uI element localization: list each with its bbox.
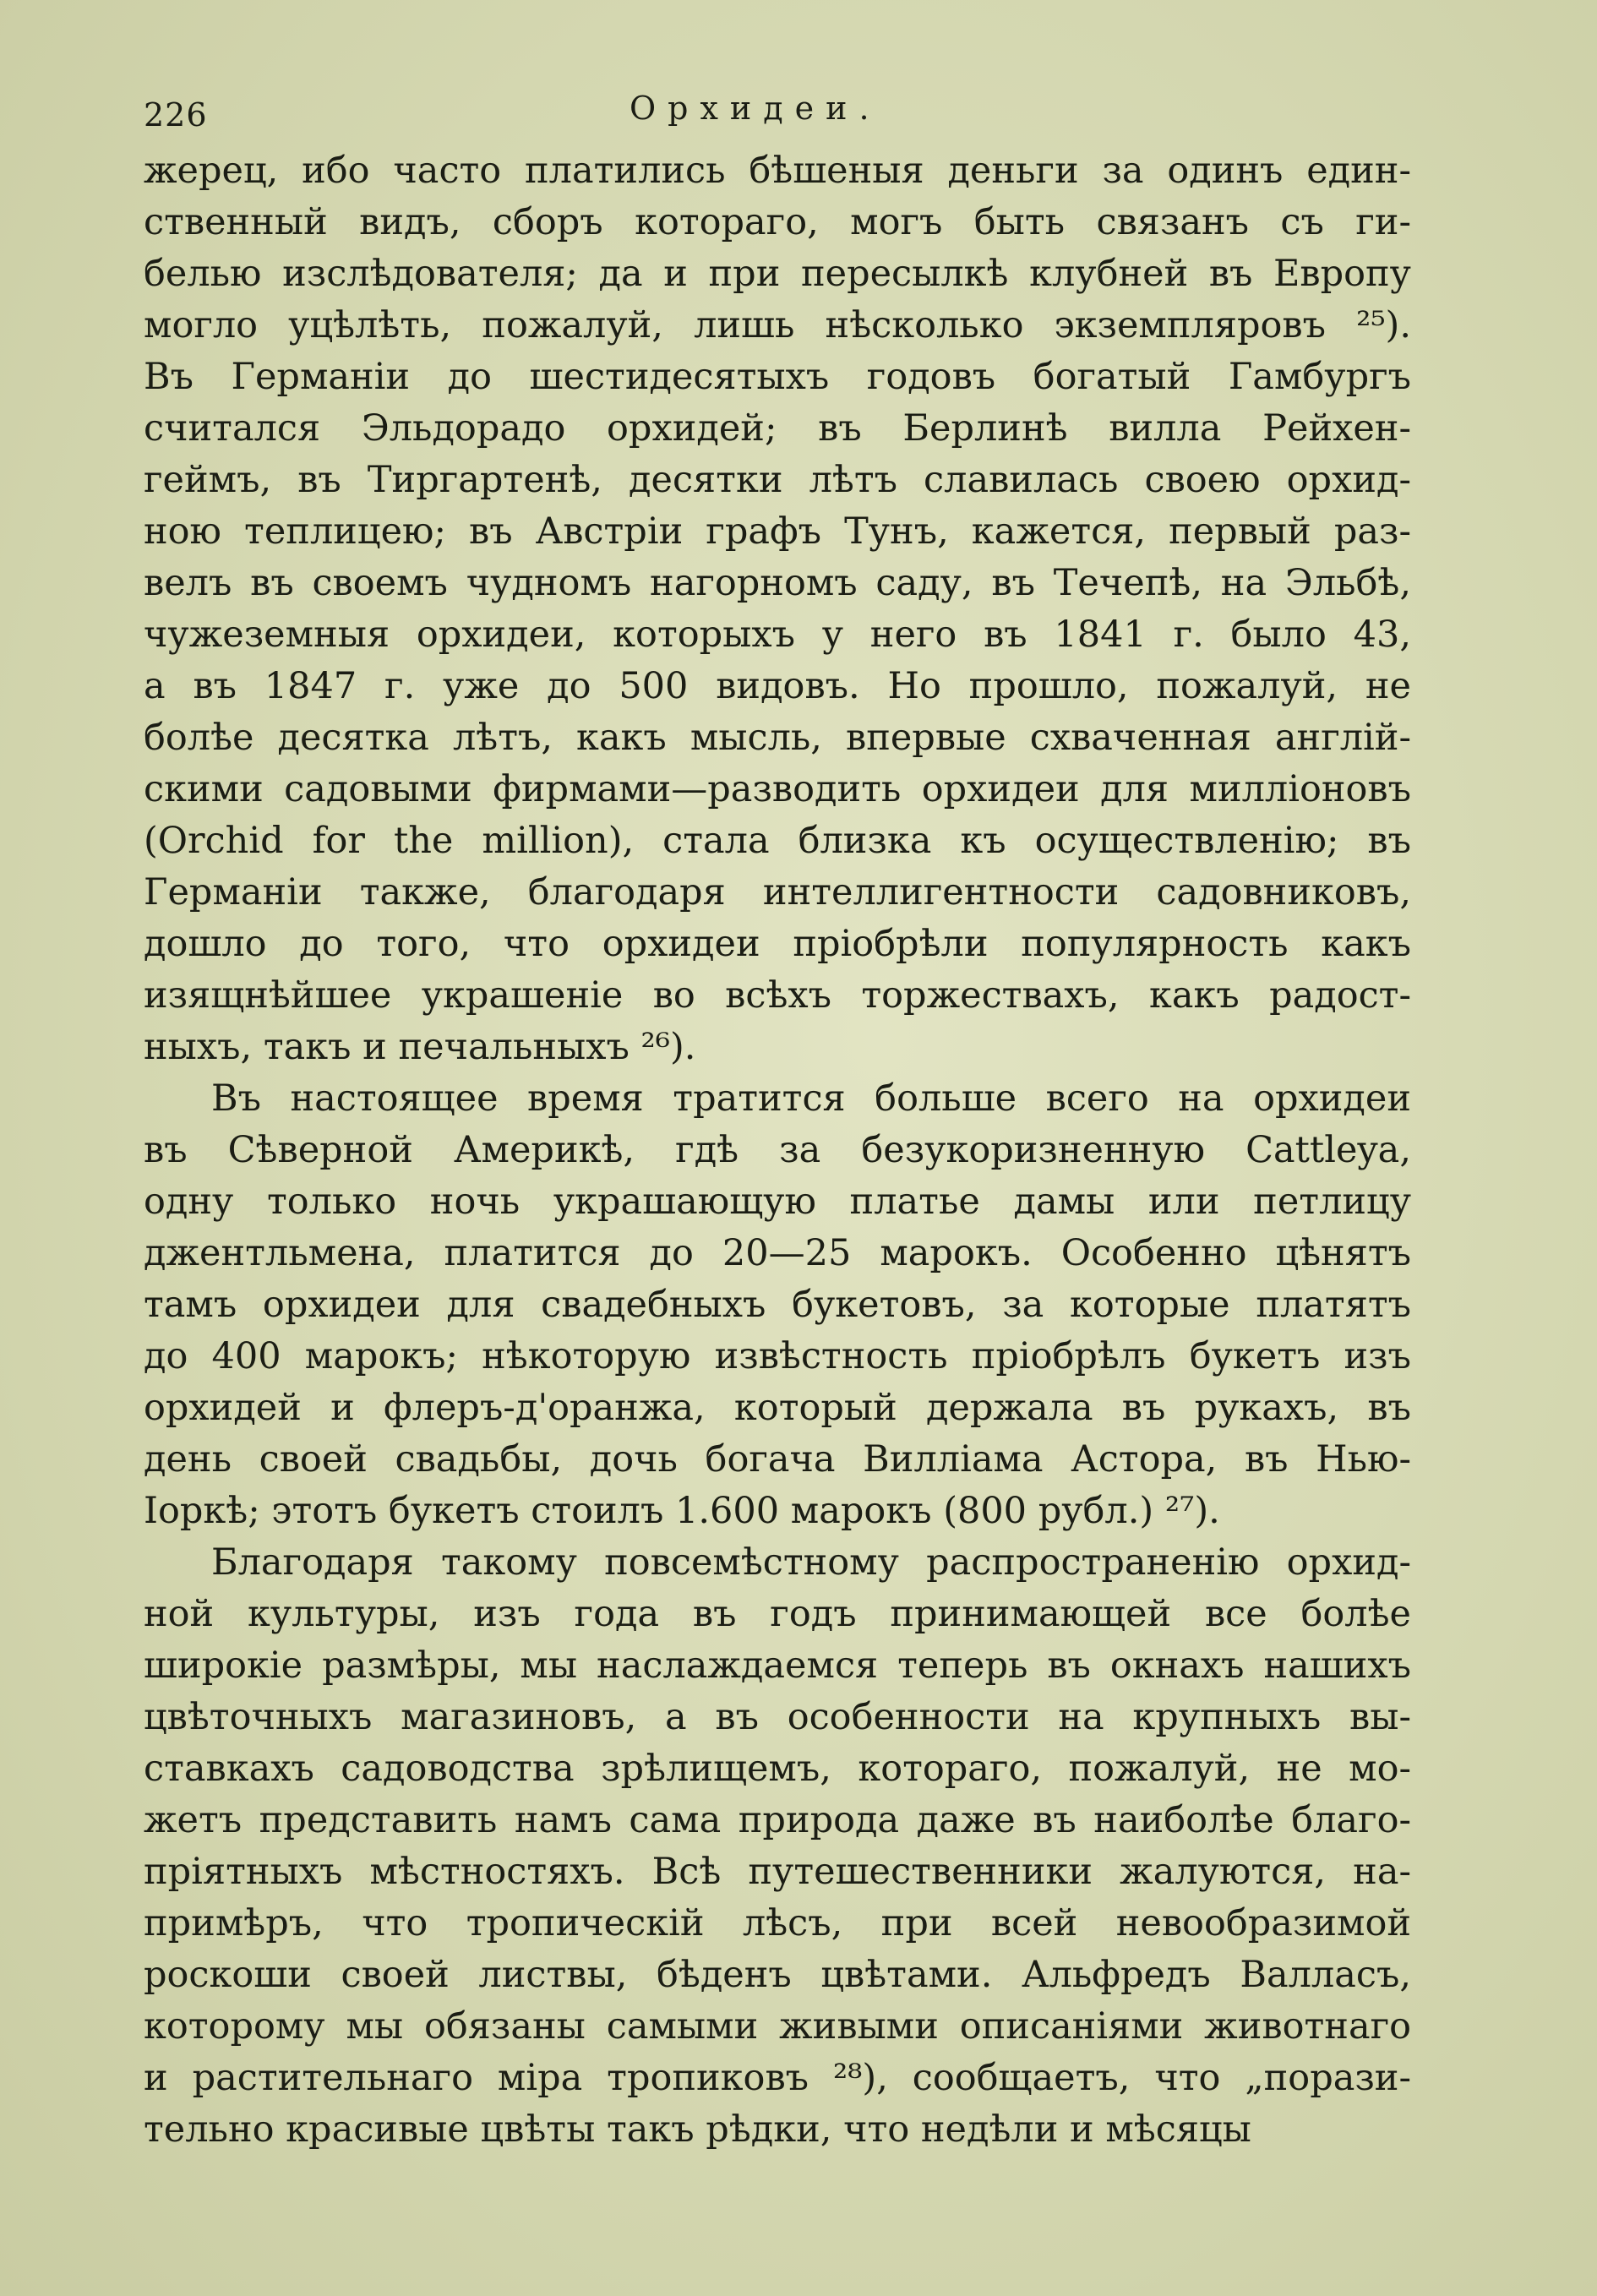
text-line: Въ настоящее время тратится больше всего на орхидеи bbox=[211, 1077, 1411, 1120]
paragraph-1 bbox=[144, 145, 1411, 1073]
text-line: одну только ночь украшающую платье дамы или петлицу bbox=[144, 1181, 1411, 1223]
text-line: Благодаря такому повсемѣстному распространенію орхид- bbox=[211, 1541, 1411, 1584]
text-line: скими садовыми фирмами—разводить орхидеи для милліоновъ bbox=[144, 768, 1411, 810]
text-line: примѣръ, что тропическій лѣсъ, при всей невообразимой bbox=[144, 1902, 1411, 1944]
text-line: Въ Германіи до шестидесятыхъ годовъ богатый Гамбургъ bbox=[144, 356, 1411, 398]
text-line: Германіи также, благодаря интеллигентности садовниковъ, bbox=[144, 871, 1411, 913]
text-line: велъ въ своемъ чудномъ нагорномъ саду, въ Течепѣ, на Эльбѣ, bbox=[144, 562, 1411, 604]
paragraph-3 bbox=[144, 1537, 1411, 2156]
text-line: тамъ орхидеи для свадебныхъ букетовъ, за которые платятъ bbox=[144, 1284, 1411, 1326]
text-line: орхидей и флеръ-д'оранжа, который держала въ рукахъ, въ bbox=[144, 1387, 1411, 1429]
text-line: а въ 1847 г. уже до 500 видовъ. Но прошло, пожалуй, не bbox=[144, 665, 1411, 707]
text-line: джентльмена, платится до 20—25 марокъ. Особенно цѣнятъ bbox=[144, 1232, 1411, 1274]
text-line: цвѣточныхъ магазиновъ, а въ особенности на крупныхъ вы- bbox=[144, 1696, 1411, 1738]
text-line: до 400 марокъ; нѣкоторую извѣстность пріобрѣлъ букетъ изъ bbox=[144, 1335, 1411, 1377]
text-line: болѣе десятка лѣтъ, какъ мысль, впервые схваченная англій- bbox=[144, 717, 1411, 759]
text-line: широкіе размѣры, мы наслаждаемся теперь въ окнахъ нашихъ bbox=[144, 1644, 1411, 1687]
body-text bbox=[144, 145, 1411, 2156]
text-line: жерец, ибо часто платились бѣшеныя деньги за одинъ един- bbox=[144, 150, 1411, 192]
text-line: чужеземныя орхидеи, которыхъ у него въ 1841 г. было 43, bbox=[144, 614, 1411, 656]
text-line: день своей свадьбы, дочь богача Вилліама Астора, въ Нью- bbox=[144, 1438, 1411, 1481]
text-line: белью изслѣдователя; да и при пересылкѣ клубней въ Европу bbox=[144, 253, 1411, 295]
text-line: которому мы обязаны самыми живыми описаніями животнаго bbox=[144, 2005, 1411, 2048]
text-line: могло уцѣлѣть, пожалуй, лишь нѣсколько экземпляровъ ²⁵). bbox=[144, 304, 1411, 346]
text-line: дошло до того, что орхидеи пріобрѣли популярность какъ bbox=[144, 923, 1411, 965]
text-line: ныхъ, такъ и печальныхъ ²⁶). bbox=[144, 1026, 696, 1068]
text-line: тельно красивые цвѣты такъ рѣдки, что недѣли и мѣсяцы bbox=[144, 2108, 1251, 2151]
page-number: 226 bbox=[144, 96, 208, 134]
text-line: въ Сѣверной Америкѣ, гдѣ за безукоризненную Cattleya, bbox=[144, 1129, 1411, 1171]
text-line: и растительнаго міра тропиковъ ²⁸), сообщаетъ, что „порази- bbox=[144, 2057, 1411, 2099]
running-title: Орхидеи. bbox=[630, 90, 881, 127]
text-line: геймъ, въ Тиргартенѣ, десятки лѣтъ славилась своею орхид- bbox=[144, 459, 1411, 501]
paragraph-2 bbox=[144, 1073, 1411, 1537]
text-line: ственный видъ, сборъ котораго, могъ быть связанъ съ ги- bbox=[144, 201, 1411, 243]
text-line: считался Эльдорадо орхидей; въ Берлинѣ вилла Рейхен- bbox=[144, 407, 1411, 450]
text-line: (Orchid for the million), стала близка къ осуществленію; въ bbox=[144, 820, 1411, 862]
text-line: жетъ представить намъ сама природа даже въ наиболѣе благо- bbox=[144, 1799, 1411, 1841]
text-line: ною теплицею; въ Австріи графъ Тунъ, кажется, первый раз- bbox=[144, 510, 1411, 553]
text-line: ставкахъ садоводства зрѣлищемъ, котораго, пожалуй, не мо- bbox=[144, 1748, 1411, 1790]
text-line: ной культуры, изъ года въ годъ принимающей все болѣе bbox=[144, 1593, 1411, 1635]
text-line: изящнѣйшее украшеніе во всѣхъ торжествахъ, какъ радост- bbox=[144, 974, 1411, 1017]
text-line: пріятныхъ мѣстностяхъ. Всѣ путешественники жалуются, на- bbox=[144, 1851, 1411, 1893]
text-line: Іоркѣ; этотъ букетъ стоилъ 1.600 марокъ (800 рубл.) ²⁷). bbox=[144, 1490, 1220, 1532]
page-header bbox=[144, 85, 1411, 144]
text-line: роскоши своей листвы, бѣденъ цвѣтами. Альфредъ Валласъ, bbox=[144, 1954, 1411, 1996]
